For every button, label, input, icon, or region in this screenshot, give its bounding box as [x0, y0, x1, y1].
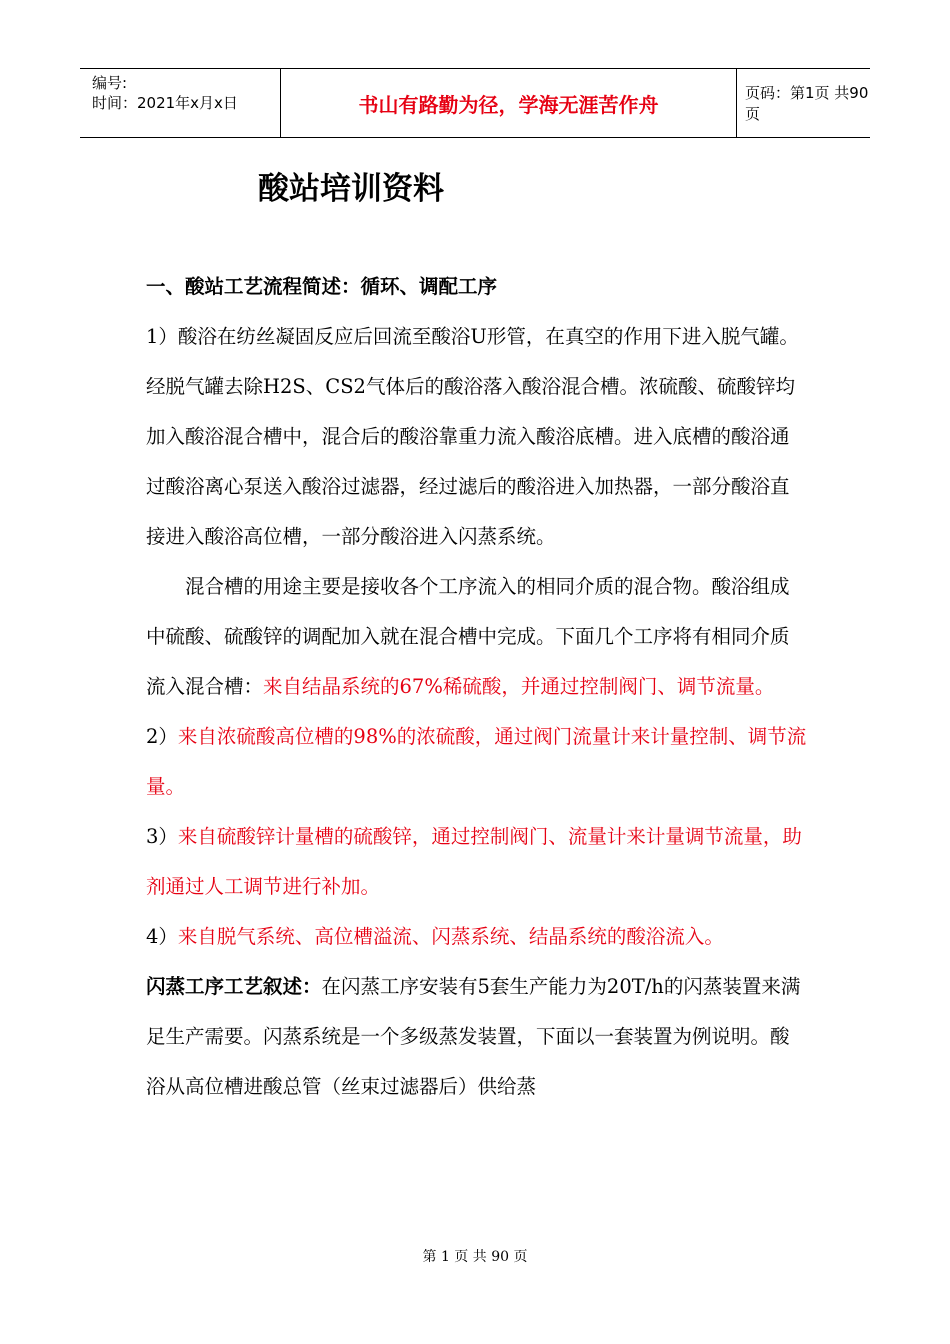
paragraph-5-highlight: 来自脱气系统、高位槽溢流、闪蒸系统、结晶系统的酸浴流入。 — [177, 925, 724, 948]
header-meta — [80, 69, 280, 137]
paragraph-4 — [146, 812, 808, 912]
number-label: 编号: — [92, 74, 128, 92]
page-footer: 第 1 页 共 90 页 — [422, 1249, 528, 1265]
document-body — [146, 262, 808, 1112]
paragraph-2-text: 混合槽的用途主要是接收各个工序流入的相同介质的混合物。酸浴组成中硫酸、硫酸锌的调配加入就在混合槽中完成。下面几个工序将有相同介质流入混合槽： — [146, 575, 790, 698]
page-header — [80, 68, 870, 138]
paragraph-2-highlight: 来自结晶系统的67%稀硫酸，并通过控制阀门、调节流量。 — [263, 675, 775, 698]
item-number-4: 4） — [146, 925, 178, 948]
item-number-3: 3） — [146, 825, 178, 848]
paragraph-4-highlight: 来自硫酸锌计量槽的硫酸锌，通过控制阀门、流量计来计量调节流量，助剂通过人工调节进行补加。 — [146, 825, 802, 898]
header-motto: 书山有路勤为径，学海无涯苦作舟 — [358, 92, 659, 117]
time-label: 时间：2021年x月x日 — [92, 94, 238, 112]
subsection-heading: 闪蒸工序工艺叙述： — [146, 975, 322, 998]
item-number-2: 2） — [146, 725, 178, 748]
paragraph-6 — [146, 962, 808, 1112]
document-title: 酸站培训资料 — [258, 171, 444, 207]
paragraph-2 — [146, 562, 808, 712]
header-motto-cell — [280, 69, 737, 137]
paragraph-5 — [146, 912, 808, 962]
paragraph-6-text: 在闪蒸工序安装有5套生产能力为20T/h的闪蒸装置来满足生产需要。闪蒸系统是一个多级蒸发装置，下面以一套装置为例说明。酸浴从高位槽进酸总管（丝束过滤器后）供给蒸 — [146, 975, 801, 1098]
header-page-info: 页码：第1页 共90页 — [745, 84, 869, 123]
paragraph-3-highlight: 来自浓硫酸高位槽的98%的浓硫酸，通过阀门流量计来计量控制、调节流量。 — [146, 725, 807, 798]
section-heading: 一、酸站工艺流程简述：循环、调配工序 — [146, 275, 498, 298]
paragraph-3 — [146, 712, 808, 812]
paragraph-1: 1）酸浴在纺丝凝固反应后回流至酸浴U形管，在真空的作用下进入脱气罐。经脱气罐去除H2S、CS2气体后的酸浴落入酸浴混合槽。浓硫酸、硫酸锌均加入酸浴混合槽中，混合后的酸浴靠重力流入酸浴底槽。进入底槽的酸浴通过酸浴离心泵送入酸浴过滤器，经过滤后的酸浴进入加热器，一部分酸浴直接进入酸浴高位槽，一部分酸浴进入闪蒸系统。 — [146, 325, 799, 548]
